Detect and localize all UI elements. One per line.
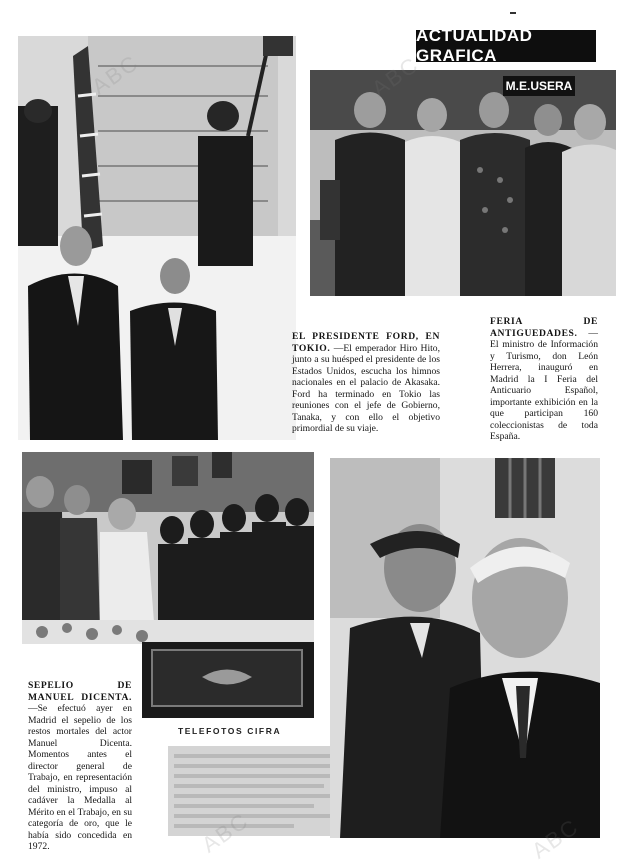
photo-antique-fair <box>310 70 616 296</box>
caption-feria-head: FERIA DE ANTIGUEDADES. <box>490 316 598 339</box>
watermark: ABC <box>527 813 584 864</box>
caption-sepelio-body: —Se efectuó ayer en Madrid el sepelio de los restos mortales del actor Manuel Dicenta. Momentos antes el director general de Trabajo, en representación del ministro, impuso al cadáver la Medalla al Mérito en el Trabajo, en su categoría de oro, que le había sido concedida en 1972. <box>28 703 132 852</box>
photo-funeral <box>22 452 314 718</box>
photo-portrait <box>330 458 600 838</box>
page-mark <box>510 12 516 14</box>
caption-sepelio-head: SEPELIO DE MANUEL DICENTA. <box>28 680 132 703</box>
photo-credit-telefotos: TELEFOTOS CIFRA <box>178 726 282 736</box>
caption-sepelio <box>28 680 132 853</box>
photo-credit: M.E.USERA <box>503 76 575 96</box>
faded-illegible-text <box>168 746 352 836</box>
caption-ford <box>292 331 440 435</box>
section-title: ACTUALIDAD GRAFICA <box>416 30 596 62</box>
caption-feria-body: —El ministro de Información y Turismo, don León Herrera, inauguró en Madrid la I Feria del Anticuario Español, importante exhibición en la que participan 160 coleccionistas de toda España. <box>490 327 598 442</box>
caption-feria <box>490 316 598 443</box>
caption-ford-head: EL PRESIDENTE FORD, EN TOKIO. <box>292 331 440 354</box>
photo-ford-ceremony <box>18 36 296 440</box>
caption-ford-body: —El emperador Hiro Hito, junto a su huésped el presidente de los Estados Unidos, escucha los himnos nacionales en el palacio de Akasaka. Ford ha terminado en Tokio las reuniones con el jefe de Gobierno, Tanaka, y con ello el objetivo primordial de su viaje. <box>292 342 441 434</box>
